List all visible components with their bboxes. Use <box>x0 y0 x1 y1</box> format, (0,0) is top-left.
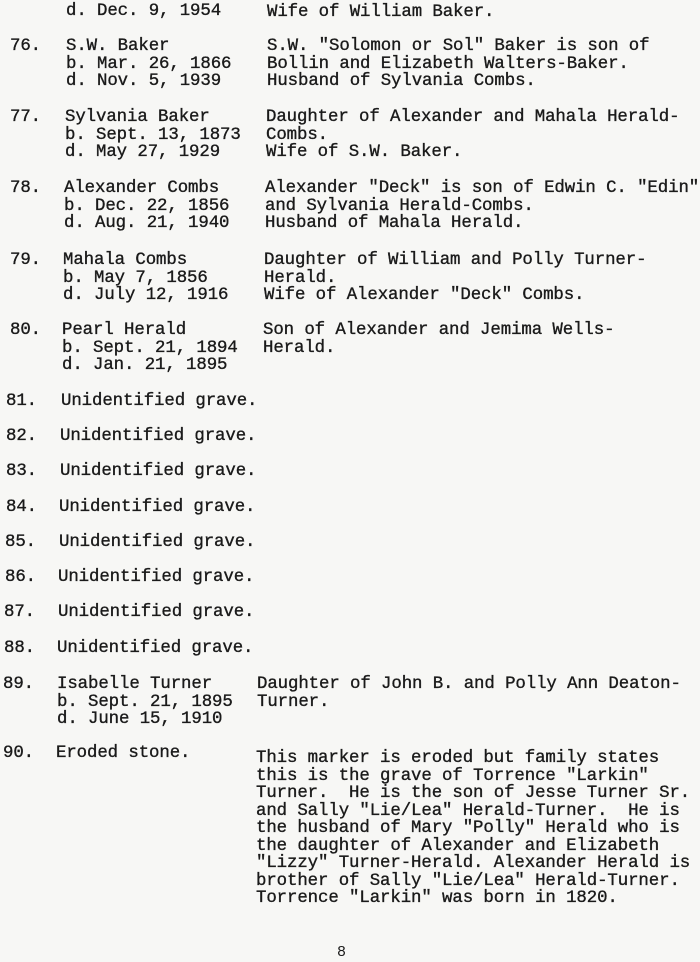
entry-name: Pearl Herald <box>62 321 187 340</box>
entry-number: 89. <box>3 675 35 694</box>
entry-name: Unidentified grave. <box>57 639 254 658</box>
entry-description: Combs. <box>266 125 329 145</box>
entry-name: Unidentified grave. <box>59 533 256 552</box>
entry-description: Alexander "Deck" is son of Edwin C. "Edin" <box>265 179 700 198</box>
entry-number: 81. <box>6 392 38 411</box>
entry-number: 90. <box>3 744 35 763</box>
entry-dates: b. Mar. 26, 1866 <box>66 54 232 74</box>
entry-name: Mahala Combs <box>63 251 188 270</box>
entry-description: Daughter of Alexander and Mahala Herald- <box>266 108 680 127</box>
entry-dates: b. Sept. 13, 1873 <box>65 125 241 145</box>
entry-description: Herald. <box>264 268 337 288</box>
entry-description: Torrence "Larkin" was born in 1820. <box>256 889 618 908</box>
entry-description: and Sylvania Herald-Combs. <box>265 196 534 216</box>
entry-name: Unidentified grave. <box>60 427 257 446</box>
entry-description: Daughter of John B. and Polly Ann Deaton- <box>257 675 681 694</box>
entry-name: Eroded stone. <box>56 744 191 763</box>
entry-name: Unidentified grave. <box>58 603 255 622</box>
entry-description: "Lizzy" Turner-Herald. Alexander Herald is <box>256 854 691 873</box>
entry-name: Isabelle Turner <box>57 675 213 694</box>
entry-dates: d. July 12, 1916 <box>63 286 229 305</box>
entry-description: Wife of William Baker. <box>267 3 495 22</box>
entry-description: Daughter of William and Polly Turner- <box>264 251 647 270</box>
entry-name: Unidentified grave. <box>59 498 256 517</box>
entry-dates: b. May 7, 1856 <box>63 268 208 288</box>
entry-description: S.W. "Solomon or Sol" Baker is son of <box>267 37 650 56</box>
entry-description: Husband of Sylvania Combs. <box>267 72 536 91</box>
entry-number: 78. <box>10 179 42 198</box>
entry-name: Alexander Combs <box>64 179 220 198</box>
entry-dates: b. Sept. 21, 1894 <box>62 338 238 358</box>
entry-description: Son of Alexander and Jemima Wells- <box>263 321 615 340</box>
entry-name: Unidentified grave. <box>58 568 255 587</box>
entry-dates: d. June 15, 1910 <box>57 710 223 729</box>
entry-number: 80. <box>10 321 42 340</box>
entry-description: Husband of Mahala Herald. <box>265 214 524 233</box>
entry-number: 84. <box>6 498 38 517</box>
entry-description: the daughter of Alexander and Elizabeth <box>256 836 660 856</box>
entry-dates: d. May 27, 1929 <box>65 143 221 162</box>
entry-number: 83. <box>6 462 38 481</box>
entry-number: 85. <box>5 533 37 552</box>
entry-number: 77. <box>10 108 42 127</box>
entry-dates: b. Dec. 22, 1856 <box>64 196 230 216</box>
entry-description: Herald. <box>263 338 336 358</box>
entry-name: Unidentified grave. <box>61 392 258 411</box>
entry-number: 87. <box>4 603 36 622</box>
page-number: 8 <box>337 944 347 961</box>
entry-description: Wife of Alexander "Deck" Combs. <box>264 286 585 305</box>
entry-description: Turner. <box>257 692 330 712</box>
entry-number: 88. <box>4 639 36 658</box>
entry-dates: d. Aug. 21, 1940 <box>64 214 230 233</box>
entry-description: Turner. He is the son of Jesse Turner Sr. <box>256 784 691 803</box>
entry-dates: d. Jan. 21, 1895 <box>62 356 228 375</box>
entry-description: the husband of Mary "Polly" Herald who is <box>256 819 680 838</box>
entry-description: brother of Sally "Lie/Lea" Herald-Turner. <box>256 871 680 891</box>
entry-description: this is the grave of Torrence "Larkin" <box>256 766 649 786</box>
entry-number: 86. <box>5 568 37 587</box>
entry-dates: d. Dec. 9, 1954 <box>66 2 222 21</box>
entry-number: 76. <box>10 37 42 56</box>
entry-description: Bollin and Elizabeth Walters-Baker. <box>267 54 629 74</box>
entry-description: Wife of S.W. Baker. <box>266 143 463 162</box>
entry-description: and Sally "Lie/Lea" Herald-Turner. He is <box>256 801 680 821</box>
entry-number: 79. <box>10 251 42 270</box>
entry-name: Unidentified grave. <box>60 462 257 481</box>
entry-name: S.W. Baker <box>66 37 170 56</box>
entry-number: 82. <box>6 427 38 446</box>
entry-dates: d. Nov. 5, 1939 <box>66 72 222 91</box>
entry-dates: b. Sept. 21, 1895 <box>57 692 233 712</box>
entry-name: Sylvania Baker <box>65 108 210 127</box>
entry-description: This marker is eroded but family states <box>256 749 660 768</box>
